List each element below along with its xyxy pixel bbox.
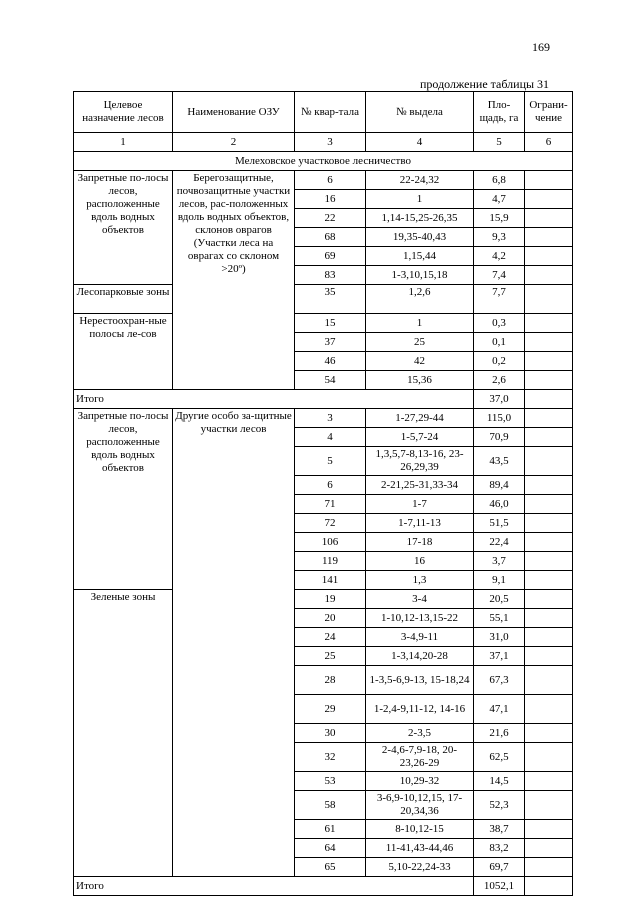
- vydel-cell: 1-10,12-13,15-22: [366, 609, 474, 628]
- table-caption: продолжение таблицы 31: [420, 77, 550, 91]
- header-area: Пло-щадь, га: [474, 92, 525, 133]
- vydel-cell: 1-7: [366, 495, 474, 514]
- limit-cell: [525, 647, 573, 666]
- area-cell: 9,1: [474, 571, 525, 590]
- area-cell: 0,1: [474, 333, 525, 352]
- vydel-cell: 1: [366, 314, 474, 333]
- vydel-cell: 17-18: [366, 533, 474, 552]
- area-cell: 47,1: [474, 695, 525, 724]
- area-cell: 15,9: [474, 209, 525, 228]
- limit-cell: [525, 571, 573, 590]
- area-cell: 4,7: [474, 190, 525, 209]
- vydel-cell: 16: [366, 552, 474, 571]
- limit-cell: [525, 724, 573, 743]
- limit-cell: [525, 228, 573, 247]
- limit-cell: [525, 409, 573, 428]
- kvartal-cell: 54: [295, 371, 366, 390]
- ozu-name-cell: Другие особо за-щитные участки лесов: [173, 409, 295, 877]
- purpose-cell: Лесопарковые зоны: [74, 285, 173, 314]
- vydel-cell: 10,29-32: [366, 772, 474, 791]
- kvartal-cell: 29: [295, 695, 366, 724]
- ozu-table: [73, 91, 573, 896]
- area-cell: 52,3: [474, 791, 525, 820]
- area-cell: 69,7: [474, 858, 525, 877]
- kvartal-cell: 3: [295, 409, 366, 428]
- area-cell: 14,5: [474, 772, 525, 791]
- kvartal-cell: 68: [295, 228, 366, 247]
- vydel-cell: 2-21,25-31,33-34: [366, 476, 474, 495]
- vydel-cell: 8-10,12-15: [366, 820, 474, 839]
- col-number: 2: [173, 133, 295, 152]
- kvartal-cell: 69: [295, 247, 366, 266]
- vydel-cell: 1,3,5,7-8,13-16, 23-26,29,39: [366, 447, 474, 476]
- limit-cell: [525, 666, 573, 695]
- area-cell: 21,6: [474, 724, 525, 743]
- area-cell: 3,7: [474, 552, 525, 571]
- area-cell: 115,0: [474, 409, 525, 428]
- col-number: 1: [74, 133, 173, 152]
- header-kvartal: № квар-тала: [295, 92, 366, 133]
- area-cell: 4,2: [474, 247, 525, 266]
- kvartal-cell: 65: [295, 858, 366, 877]
- area-cell: 83,2: [474, 839, 525, 858]
- limit-cell: [525, 772, 573, 791]
- limit-cell: [525, 209, 573, 228]
- vydel-cell: 1-2,4-9,11-12, 14-16: [366, 695, 474, 724]
- kvartal-cell: 6: [295, 476, 366, 495]
- area-cell: 22,4: [474, 533, 525, 552]
- limit-cell: [525, 590, 573, 609]
- header-ozu-name: Наименование ОЗУ: [173, 92, 295, 133]
- area-cell: 38,7: [474, 820, 525, 839]
- purpose-cell: Запретные по-лосы лесов, расположенные вдоль водных объектов: [74, 409, 173, 590]
- kvartal-cell: 72: [295, 514, 366, 533]
- limit-cell: [525, 514, 573, 533]
- section-title: Мелеховское участковое лесничество: [74, 152, 573, 171]
- area-cell: 20,5: [474, 590, 525, 609]
- area-cell: 55,1: [474, 609, 525, 628]
- kvartal-cell: 6: [295, 171, 366, 190]
- col-number: 4: [366, 133, 474, 152]
- limit-cell: [525, 371, 573, 390]
- vydel-cell: 1,3: [366, 571, 474, 590]
- total-area: 37,0: [474, 390, 525, 409]
- purpose-cell: Нерестоохран-ные полосы ле-сов: [74, 314, 173, 390]
- limit-cell: [525, 314, 573, 333]
- kvartal-cell: 106: [295, 533, 366, 552]
- vydel-cell: 19,35-40,43: [366, 228, 474, 247]
- area-cell: 37,1: [474, 647, 525, 666]
- limit-cell: [525, 820, 573, 839]
- kvartal-cell: 15: [295, 314, 366, 333]
- area-cell: 31,0: [474, 628, 525, 647]
- purpose-cell: Зеленые зоны: [74, 590, 173, 877]
- col-number: 5: [474, 133, 525, 152]
- limit-cell: [525, 190, 573, 209]
- limit-cell: [525, 447, 573, 476]
- kvartal-cell: 28: [295, 666, 366, 695]
- limit-cell: [525, 495, 573, 514]
- vydel-cell: 1-27,29-44: [366, 409, 474, 428]
- limit-cell: [525, 171, 573, 190]
- limit-cell: [525, 428, 573, 447]
- limit-cell: [525, 476, 573, 495]
- col-number: 6: [525, 133, 573, 152]
- kvartal-cell: 16: [295, 190, 366, 209]
- kvartal-cell: 119: [295, 552, 366, 571]
- limit-cell: [525, 390, 573, 409]
- kvartal-cell: 83: [295, 266, 366, 285]
- kvartal-cell: 71: [295, 495, 366, 514]
- kvartal-cell: 141: [295, 571, 366, 590]
- vydel-cell: 3-4,9-11: [366, 628, 474, 647]
- area-cell: 0,3: [474, 314, 525, 333]
- limit-cell: [525, 266, 573, 285]
- area-cell: 67,3: [474, 666, 525, 695]
- kvartal-cell: 37: [295, 333, 366, 352]
- vydel-cell: 2-4,6-7,9-18, 20-23,26-29: [366, 743, 474, 772]
- limit-cell: [525, 743, 573, 772]
- vydel-cell: 1,2,6: [366, 285, 474, 314]
- vydel-cell: 11-41,43-44,46: [366, 839, 474, 858]
- vydel-cell: 1-3,5-6,9-13, 15-18,24: [366, 666, 474, 695]
- kvartal-cell: 30: [295, 724, 366, 743]
- area-cell: 70,9: [474, 428, 525, 447]
- area-cell: 6,8: [474, 171, 525, 190]
- limit-cell: [525, 285, 573, 314]
- limit-cell: [525, 628, 573, 647]
- vydel-cell: 5,10-22,24-33: [366, 858, 474, 877]
- vydel-cell: 1,15,44: [366, 247, 474, 266]
- kvartal-cell: 19: [295, 590, 366, 609]
- limit-cell: [525, 839, 573, 858]
- vydel-cell: 42: [366, 352, 474, 371]
- limit-cell: [525, 552, 573, 571]
- kvartal-cell: 20: [295, 609, 366, 628]
- area-cell: 89,4: [474, 476, 525, 495]
- page-number: 169: [532, 40, 550, 54]
- kvartal-cell: 35: [295, 285, 366, 314]
- total-label: Итого: [74, 877, 474, 896]
- kvartal-cell: 5: [295, 447, 366, 476]
- limit-cell: [525, 609, 573, 628]
- kvartal-cell: 64: [295, 839, 366, 858]
- vydel-cell: 15,36: [366, 371, 474, 390]
- vydel-cell: 1: [366, 190, 474, 209]
- vydel-cell: 1-3,14,20-28: [366, 647, 474, 666]
- area-cell: 9,3: [474, 228, 525, 247]
- kvartal-cell: 53: [295, 772, 366, 791]
- limit-cell: [525, 352, 573, 371]
- vydel-cell: 22-24,32: [366, 171, 474, 190]
- limit-cell: [525, 858, 573, 877]
- total-area: 1052,1: [474, 877, 525, 896]
- vydel-cell: 3-4: [366, 590, 474, 609]
- area-cell: 2,6: [474, 371, 525, 390]
- kvartal-cell: 4: [295, 428, 366, 447]
- header-vydel: № выдела: [366, 92, 474, 133]
- total-label: Итого: [74, 390, 474, 409]
- vydel-cell: 25: [366, 333, 474, 352]
- limit-cell: [525, 695, 573, 724]
- limit-cell: [525, 533, 573, 552]
- area-cell: 7,7: [474, 285, 525, 314]
- col-number: 3: [295, 133, 366, 152]
- area-cell: 43,5: [474, 447, 525, 476]
- kvartal-cell: 22: [295, 209, 366, 228]
- kvartal-cell: 46: [295, 352, 366, 371]
- limit-cell: [525, 333, 573, 352]
- vydel-cell: 2-3,5: [366, 724, 474, 743]
- limit-cell: [525, 791, 573, 820]
- limit-cell: [525, 877, 573, 896]
- area-cell: 46,0: [474, 495, 525, 514]
- vydel-cell: 3-6,9-10,12,15, 17-20,34,36: [366, 791, 474, 820]
- kvartal-cell: 58: [295, 791, 366, 820]
- area-cell: 0,2: [474, 352, 525, 371]
- header-limit: Ограни-чение: [525, 92, 573, 133]
- vydel-cell: 1-3,10,15,18: [366, 266, 474, 285]
- vydel-cell: 1,14-15,25-26,35: [366, 209, 474, 228]
- kvartal-cell: 32: [295, 743, 366, 772]
- area-cell: 51,5: [474, 514, 525, 533]
- kvartal-cell: 61: [295, 820, 366, 839]
- purpose-cell: Запретные по-лосы лесов, расположенные вдоль водных объектов: [74, 171, 173, 285]
- kvartal-cell: 24: [295, 628, 366, 647]
- ozu-name-cell: Берегозащитные, почвозащитные участки лесов, рас-положенных вдоль водных объектов, склонов оврагов (Участки леса на оврагах со склоном >20º): [173, 171, 295, 390]
- limit-cell: [525, 247, 573, 266]
- area-cell: 7,4: [474, 266, 525, 285]
- vydel-cell: 1-7,11-13: [366, 514, 474, 533]
- area-cell: 62,5: [474, 743, 525, 772]
- header-purpose: Целевое назначение лесов: [74, 92, 173, 133]
- kvartal-cell: 25: [295, 647, 366, 666]
- vydel-cell: 1-5,7-24: [366, 428, 474, 447]
